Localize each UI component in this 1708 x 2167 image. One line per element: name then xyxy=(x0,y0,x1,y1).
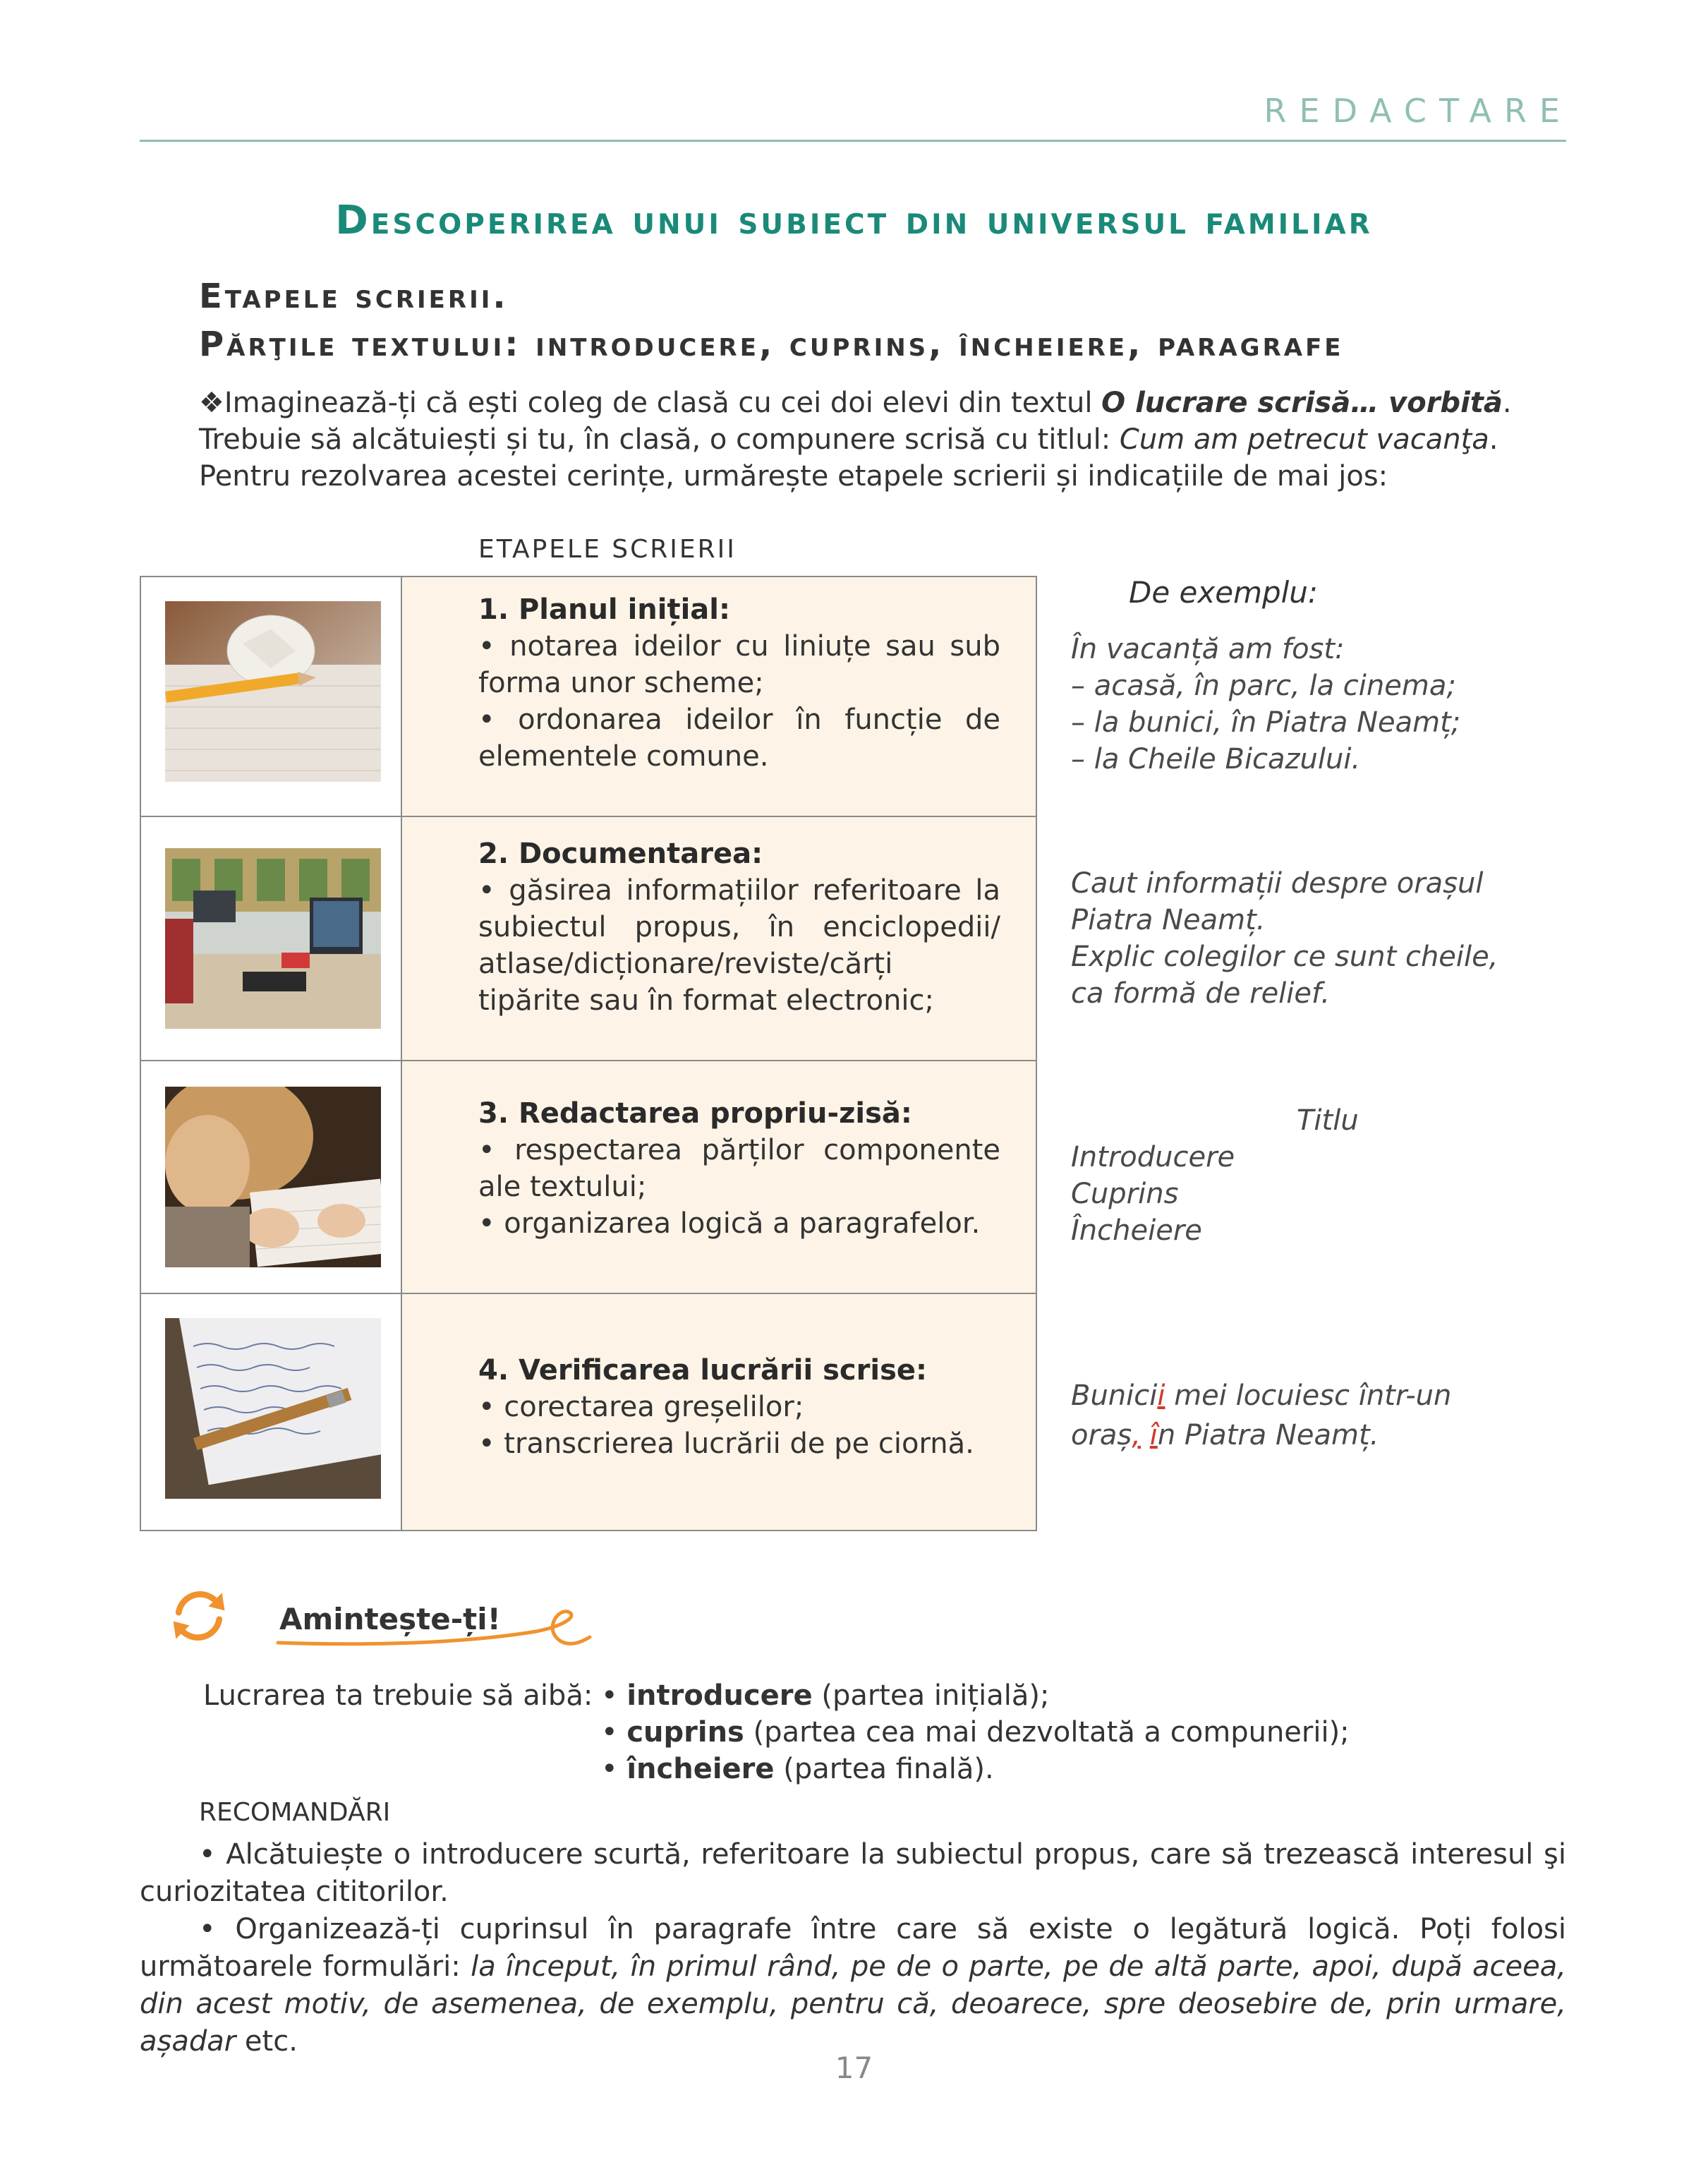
page-number: 17 xyxy=(835,2051,873,2085)
step-item: • organizarea logică a paragrafelor. xyxy=(478,1207,981,1240)
step-item: • transcrierea lucrării de pe ciornă. xyxy=(478,1427,974,1460)
table-row-verification xyxy=(141,1293,1036,1530)
image-cell xyxy=(141,1294,402,1530)
section-label: REDACTARE xyxy=(1264,92,1573,130)
subtitle-parts: Părţile textului: introducere, cuprins, încheiere, paragrafe xyxy=(199,325,1344,364)
writing-stages-table xyxy=(140,576,1037,1531)
subtitle-stages: Etapele scrierii. xyxy=(199,277,509,316)
girl-writing-photo xyxy=(165,1087,381,1267)
recommendation-paragraph: • Organizează-ți cuprinsul în paragrafe între care să existe o legătură logică. Poți folosi următoarele formulări: la început, în primul rând, pe de o parte, pe de altă parte, apoi, după aceea, din acest motiv, de asemenea, de exemplu, pentru că, deoarece, spre deosebire de, prin urmare, așadar etc. xyxy=(140,1913,1566,2058)
step-item: • respectarea părților componente ale textului; xyxy=(478,1134,1000,1203)
example-line: Introducere xyxy=(1071,1141,1235,1173)
remember-item: • încheiere (partea finală). xyxy=(601,1753,994,1785)
step-item: • ordonarea ideilor în funcție de elementele comune. xyxy=(478,704,1000,773)
step-text xyxy=(478,1352,1000,1462)
example-line: Explic colegilor ce sunt cheile, xyxy=(1071,941,1498,973)
recommendations-label: RECOMANDĂRI xyxy=(199,1798,391,1827)
handwriting-pen-photo xyxy=(165,1318,381,1499)
examples-header: De exemplu: xyxy=(1129,575,1319,610)
remember-lead: Lucrarea ta trebuie să aibă: xyxy=(203,1679,593,1712)
example-line: ca formă de relief. xyxy=(1071,977,1331,1010)
remember-title: Amintește-ți! xyxy=(279,1602,501,1636)
example-structure xyxy=(1071,1139,1235,1249)
intro-line-1: ❖Imaginează-ți că ești coleg de clasă cu cei doi elevi din textul O lucrare scrisă… vorbită. xyxy=(199,387,1512,419)
step-title: 2. Documentarea: xyxy=(478,838,763,870)
example-line: – acasă, în parc, la cinema; xyxy=(1071,670,1456,702)
step-item: • notarea ideilor cu liniuțe sau sub forma unor scheme; xyxy=(478,630,1000,699)
example-line: Bunicii mei locuiesc într-un xyxy=(1071,1380,1452,1412)
intro-line-2: Trebuie să alcătuiești și tu, în clasă, o compunere scrisă cu titlul: Cum am petrecut vacanţa. xyxy=(199,423,1498,456)
example-title-word: Titlu xyxy=(1297,1104,1359,1137)
library-computer-photo xyxy=(165,848,381,1029)
table-caption: ETAPELE SCRIERII xyxy=(478,535,737,564)
example-documentation xyxy=(1071,865,1498,1012)
step-item: • găsirea informațiilor referitoare la subiectul propus, în enciclopedii/ atlase/dicționare/reviste/cărți tipărite sau în format electronic; xyxy=(478,874,1000,1017)
example-plan xyxy=(1071,631,1460,778)
step-text xyxy=(478,591,1000,775)
step-title: 1. Planul inițial: xyxy=(478,593,730,626)
remember-item: • cuprins (partea cea mai dezvoltată a compunerii); xyxy=(601,1716,1350,1749)
image-cell xyxy=(141,1061,402,1293)
table-row-plan xyxy=(141,577,1036,816)
example-line: – la bunici, în Piatra Neamț; xyxy=(1071,706,1461,739)
notebook-pencil-photo xyxy=(165,601,381,782)
example-line: Caut informații despre orașul xyxy=(1071,867,1484,900)
step-text xyxy=(478,835,1000,1019)
page-title: Descoperirea unui subiect din universul familiar xyxy=(335,198,1373,243)
step-title: 4. Verificarea lucrării scrise: xyxy=(478,1354,927,1387)
remember-item: • introducere (partea inițială); xyxy=(601,1679,1050,1712)
step-text xyxy=(478,1095,1000,1242)
example-line: Piatra Neamț. xyxy=(1071,904,1266,936)
example-line: Încheiere xyxy=(1071,1214,1202,1247)
image-cell xyxy=(141,817,402,1060)
recommendation-paragraph: • Alcătuiește o introducere scurtă, referitoare la subiectul propus, care să trezească interesul şi curiozitatea cititorilor. xyxy=(140,1838,1566,1908)
image-cell xyxy=(141,577,402,816)
intro-line-3: Pentru rezolvarea acestei cerințe, urmărește etapele scrierii și indicațiile de mai jos: xyxy=(199,460,1388,493)
header-rule xyxy=(140,140,1566,142)
example-correction xyxy=(1071,1376,1451,1455)
example-line: Cuprins xyxy=(1071,1178,1179,1210)
table-row-documentation xyxy=(141,816,1036,1060)
refresh-icon xyxy=(165,1582,233,1650)
example-line: – la Cheile Bicazului. xyxy=(1071,743,1361,775)
example-line: În vacanță am fost: xyxy=(1071,633,1345,665)
table-row-writing xyxy=(141,1060,1036,1293)
step-item: • corectarea greșelilor; xyxy=(478,1391,804,1423)
step-title: 3. Redactarea propriu-zisă: xyxy=(478,1097,912,1130)
example-line: oraș, în Piatra Neamț. xyxy=(1071,1419,1379,1451)
